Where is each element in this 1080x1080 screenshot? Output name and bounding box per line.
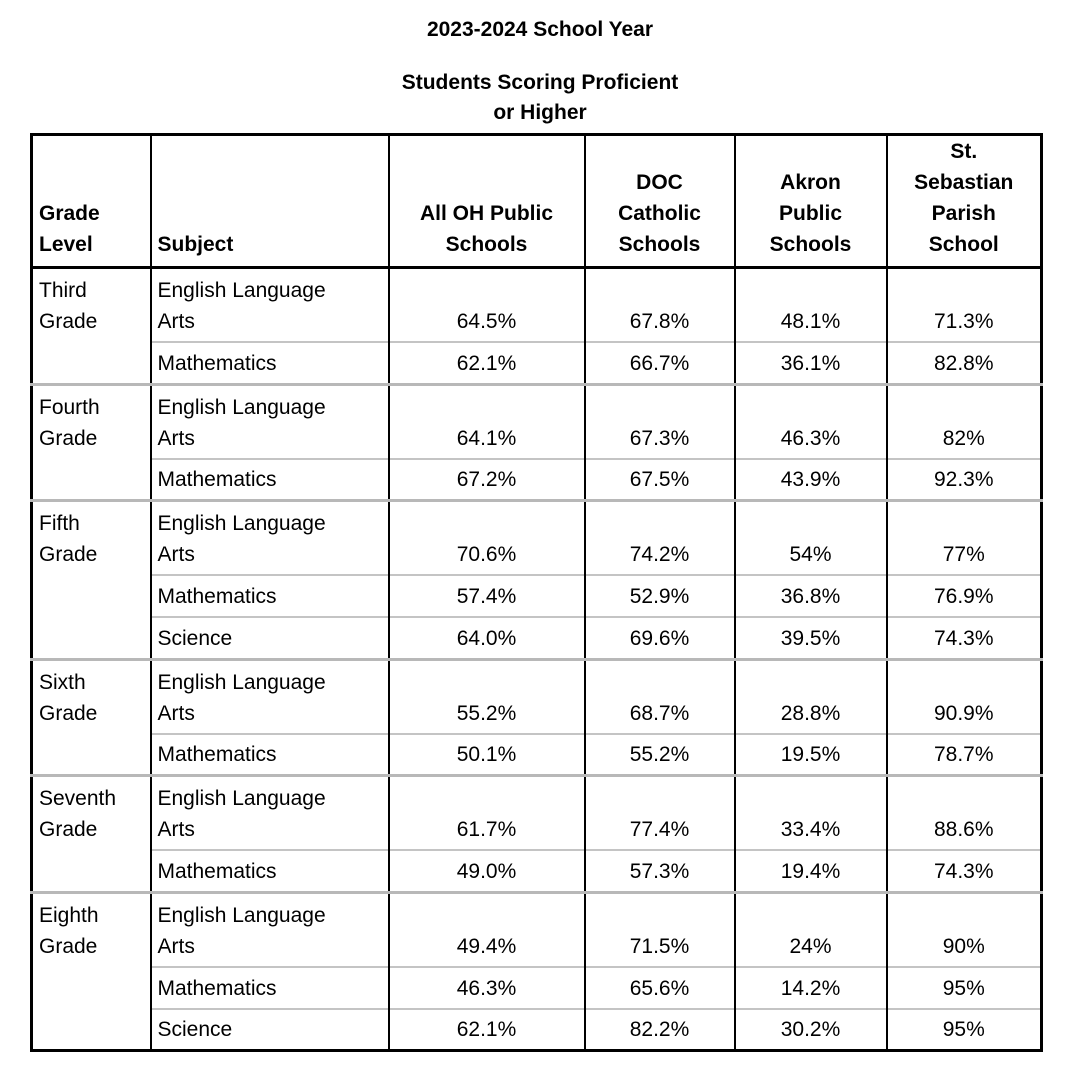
header-text: Level (39, 233, 93, 256)
value-cell: 69.6% (585, 617, 735, 659)
grade-text: Grade (39, 543, 98, 566)
value-cell: 14.2% (735, 967, 887, 1009)
header-row (32, 135, 1042, 268)
subject-cell (151, 659, 389, 734)
grade-text: Eighth (39, 903, 99, 927)
value-cell: 48.1% (735, 268, 887, 343)
value-cell: 28.8% (735, 659, 887, 734)
table-row (32, 384, 1042, 459)
subject-cell: Mathematics (151, 734, 389, 776)
subject-cell: Mathematics (151, 575, 389, 617)
grade-text: Sixth (39, 670, 86, 694)
value-cell: 74.2% (585, 501, 735, 576)
table-row (32, 342, 1042, 384)
table-row (32, 734, 1042, 776)
subject-text: English Language (157, 787, 326, 810)
header-text: Schools (618, 233, 701, 256)
header-subject (151, 135, 389, 268)
value-cell: 57.3% (585, 850, 735, 892)
header-text: Schools (769, 233, 852, 256)
value-cell: 74.3% (887, 850, 1042, 892)
value-cell: 49.4% (389, 892, 585, 967)
header-doc-catholic (585, 135, 735, 268)
subject-cell (151, 501, 389, 576)
value-cell: 54% (735, 501, 887, 576)
table-row (32, 967, 1042, 1009)
subject-text: Arts (157, 934, 195, 958)
value-cell: 50.1% (389, 734, 585, 776)
grade-text: Grade (39, 818, 98, 841)
subtitle-line-2: or Higher (493, 101, 587, 124)
value-cell: 64.5% (389, 268, 585, 343)
value-cell: 77.4% (585, 776, 735, 851)
header-text: Catholic (618, 202, 701, 225)
value-cell: 36.1% (735, 342, 887, 384)
header-akron-public (735, 135, 887, 268)
proficiency-table (30, 133, 1043, 1052)
table-row (32, 776, 1042, 851)
header-text: DOC (636, 171, 683, 194)
grade-text: Grade (39, 310, 98, 333)
value-cell: 30.2% (735, 1009, 887, 1051)
subject-text: Arts (157, 701, 195, 725)
value-cell: 19.5% (735, 734, 887, 776)
value-cell: 64.0% (389, 617, 585, 659)
value-cell: 46.3% (735, 384, 887, 459)
header-text: All OH Public (419, 202, 553, 225)
value-cell: 57.4% (389, 575, 585, 617)
grade-text: Third (39, 279, 87, 302)
value-cell: 36.8% (735, 575, 887, 617)
subtitle-line-1: Students Scoring Proficient (401, 71, 679, 94)
grade-level-cell (32, 384, 151, 501)
value-cell: 82.8% (887, 342, 1042, 384)
value-cell: 49.0% (389, 850, 585, 892)
table-row (32, 501, 1042, 576)
value-cell: 74.3% (887, 617, 1042, 659)
subject-cell: Mathematics (151, 342, 389, 384)
value-cell: 67.3% (585, 384, 735, 459)
table-row (32, 850, 1042, 892)
value-cell: 55.2% (585, 734, 735, 776)
value-cell: 62.1% (389, 342, 585, 384)
value-cell: 46.3% (389, 967, 585, 1009)
subject-cell: Science (151, 1009, 389, 1051)
value-cell: 90.9% (887, 659, 1042, 734)
header-all-oh-public (389, 135, 585, 268)
value-cell: 88.6% (887, 776, 1042, 851)
table-row (32, 268, 1042, 343)
value-cell: 78.7% (887, 734, 1042, 776)
subject-cell (151, 268, 389, 343)
subject-text: English Language (157, 279, 326, 302)
value-cell: 77% (887, 501, 1042, 576)
subject-cell: Mathematics (151, 850, 389, 892)
value-cell: 52.9% (585, 575, 735, 617)
grade-level-cell (32, 892, 151, 1051)
header-text: School (928, 233, 999, 256)
table-row (32, 459, 1042, 501)
value-cell: 67.2% (389, 459, 585, 501)
grade-level-cell (32, 776, 151, 893)
value-cell: 33.4% (735, 776, 887, 851)
header-text: Schools (445, 233, 528, 256)
value-cell: 76.9% (887, 575, 1042, 617)
value-cell: 43.9% (735, 459, 887, 501)
header-grade-level (32, 135, 151, 268)
value-cell: 55.2% (389, 659, 585, 734)
document-title: 2023-2024 School Year (426, 18, 654, 41)
subject-cell: Mathematics (151, 967, 389, 1009)
grade-text: Fifth (39, 512, 80, 535)
subject-text: English Language (157, 512, 326, 535)
grade-text: Grade (39, 934, 98, 958)
value-cell: 65.6% (585, 967, 735, 1009)
grade-level-cell (32, 659, 151, 776)
value-cell: 67.5% (585, 459, 735, 501)
subject-text: English Language (157, 903, 326, 927)
value-cell: 66.7% (585, 342, 735, 384)
value-cell: 95% (887, 1009, 1042, 1051)
grade-text: Grade (39, 701, 98, 725)
subject-cell: Science (151, 617, 389, 659)
grade-level-cell (32, 501, 151, 660)
grade-text: Grade (39, 426, 98, 450)
grade-text: Seventh (39, 787, 117, 810)
subject-text: English Language (157, 670, 326, 694)
document-subtitle (0, 68, 1080, 128)
subject-cell (151, 892, 389, 967)
value-cell: 62.1% (389, 1009, 585, 1051)
value-cell: 95% (887, 967, 1042, 1009)
header-text: Parish (931, 202, 996, 225)
subject-cell (151, 384, 389, 459)
subject-text: Arts (157, 426, 195, 450)
value-cell: 71.5% (585, 892, 735, 967)
value-cell: 82.2% (585, 1009, 735, 1051)
header-text: Subject (157, 233, 234, 256)
header-text: Public (778, 202, 842, 225)
header-text: Sebastian (914, 171, 1014, 194)
table-row (32, 575, 1042, 617)
value-cell: 70.6% (389, 501, 585, 576)
header-st-sebastian (887, 135, 1042, 268)
value-cell: 82% (887, 384, 1042, 459)
subject-text: Arts (157, 310, 195, 333)
value-cell: 92.3% (887, 459, 1042, 501)
value-cell: 64.1% (389, 384, 585, 459)
grade-text: Fourth (39, 395, 100, 419)
value-cell: 68.7% (585, 659, 735, 734)
value-cell: 90% (887, 892, 1042, 967)
table-row (32, 617, 1042, 659)
subject-cell (151, 776, 389, 851)
value-cell: 39.5% (735, 617, 887, 659)
value-cell: 71.3% (887, 268, 1042, 343)
grade-level-cell (32, 268, 151, 385)
table-row (32, 659, 1042, 734)
subject-text: English Language (157, 395, 326, 419)
header-text: Grade (39, 202, 100, 225)
value-cell: 24% (735, 892, 887, 967)
subject-text: Arts (157, 543, 195, 566)
value-cell: 61.7% (389, 776, 585, 851)
subject-cell: Mathematics (151, 459, 389, 501)
header-text: Akron (780, 171, 841, 194)
table-row (32, 892, 1042, 967)
header-text: St. (950, 140, 978, 163)
value-cell: 67.8% (585, 268, 735, 343)
subject-text: Arts (157, 818, 195, 841)
value-cell: 19.4% (735, 850, 887, 892)
table-row (32, 1009, 1042, 1051)
